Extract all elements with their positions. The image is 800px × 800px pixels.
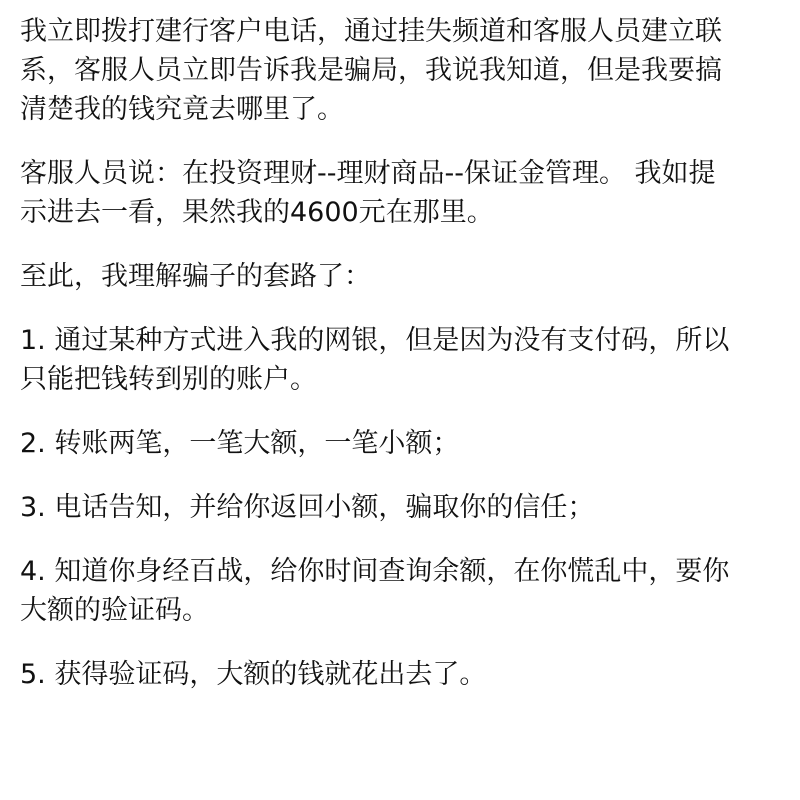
article-body (20, 12, 780, 694)
list-item-step-3: 3. 电话告知，并给你返回小额，骗取你的信任； (20, 492, 595, 523)
paragraph-conclusion-intro: 至此，我理解骗子的套路了： (20, 261, 371, 292)
list-item-step-5: 5. 获得验证码，大额的钱就花出去了。 (20, 659, 487, 690)
paragraph-service-reply: 客服人员说：在投资理财--理财商品--保证金管理。 我如提 示进去一看，果然我的4600元在那里。 (20, 158, 716, 228)
list-item-step-1: 1. 通过某种方式进入我的网银，但是因为没有支付码，所以 只能把钱转到别的账户。 (20, 325, 730, 395)
paragraph-call-bank: 我立即拨打建行客户电话，通过挂失频道和客服人员建立联 系，客服人员立即告诉我是骗局，我说我知道，但是我要搞 清楚我的钱究竟去哪里了。 (20, 16, 722, 125)
list-item-step-4: 4. 知道你身经百战，给你时间查询余额，在你慌乱中，要你 大额的验证码。 (20, 556, 730, 626)
list-item-step-2: 2. 转账两笔，一笔大额，一笔小额； (20, 428, 460, 459)
